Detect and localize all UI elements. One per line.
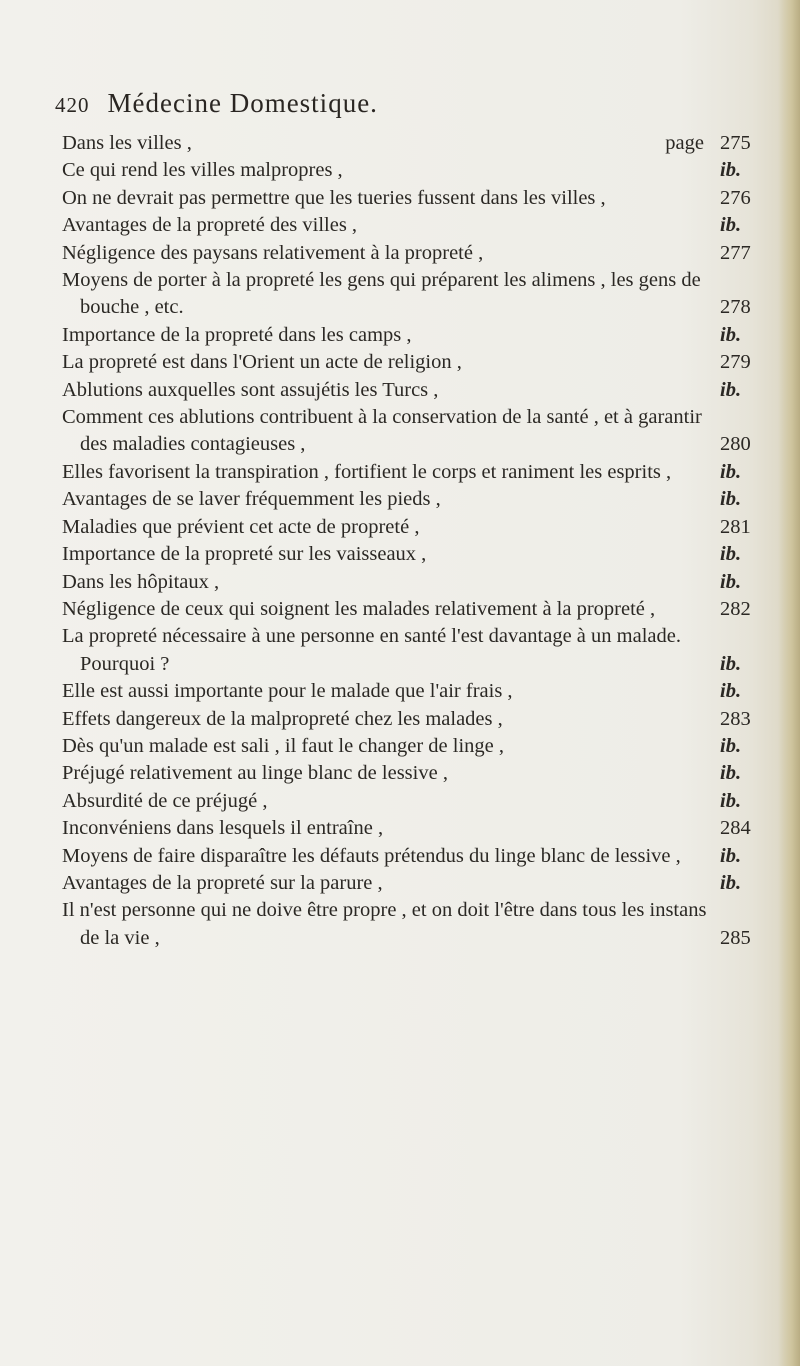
toc-entry <box>62 541 768 568</box>
toc-entry-page: ib. <box>720 680 742 703</box>
toc-entry-text: Comment ces ablutions contribuent à la conservation de la santé , et à garantir des maladies contagieuses , <box>62 406 702 456</box>
toc-entry-page: 275 <box>720 132 751 154</box>
toc-entry <box>62 459 768 486</box>
toc-entry-text: Maladies que prévient cet acte de propreté , <box>62 515 420 538</box>
toc-entry <box>62 843 768 870</box>
toc-entry-page: ib. <box>720 871 742 894</box>
toc-entry-text: Dans les hôpitaux , <box>62 570 220 593</box>
toc-entry-text: Inconvéniens dans lesquels il entraîne , <box>62 817 384 840</box>
toc-entry <box>62 815 768 842</box>
toc-entry-page: 284 <box>720 817 751 840</box>
toc-entry <box>62 240 768 267</box>
toc-entry-page: ib. <box>720 214 742 237</box>
toc-entry <box>62 760 768 787</box>
toc-entry-text: Il n'est personne qui ne doive être propre , et on doit l'être dans tous les instans de la vie , <box>62 899 707 949</box>
toc-entry-text: Avantages de se laver fréquemment les pieds , <box>62 488 441 511</box>
toc-entry <box>62 130 768 157</box>
toc-entry-page: 277 <box>720 241 751 264</box>
toc-entry <box>62 870 768 897</box>
toc-entry-page: ib. <box>720 652 742 675</box>
toc-entry-page: ib. <box>720 323 742 346</box>
toc-entry-text: Ablutions auxquelles sont assujétis les Turcs , <box>62 378 439 401</box>
toc-entry <box>62 623 768 678</box>
toc-entry <box>62 267 768 322</box>
toc-entry <box>62 569 768 596</box>
toc-entry-text: Dans les villes , page <box>62 130 712 157</box>
page-number: 420 <box>55 93 90 117</box>
toc-entry <box>62 157 768 184</box>
toc-entry-text: La propreté est dans l'Orient un acte de religion , <box>62 351 462 374</box>
table-of-contents <box>62 130 768 952</box>
toc-entry-page: ib. <box>720 570 742 593</box>
toc-entry <box>62 212 768 239</box>
toc-entry-text: Avantages de la propreté sur la parure , <box>62 871 383 894</box>
toc-entry-text: Moyens de faire disparaître les défauts prétendus du linge blanc de lessive , <box>62 844 681 867</box>
toc-entry <box>62 596 768 623</box>
toc-entry-text: Préjugé relativement au linge blanc de lessive , <box>62 762 448 785</box>
toc-entry-page: ib. <box>720 378 742 401</box>
toc-entry <box>62 377 768 404</box>
toc-entry-text: Négligence de ceux qui soignent les malades relativement à la propreté , <box>62 597 656 620</box>
toc-entry <box>62 678 768 705</box>
toc-entry-page: ib. <box>720 460 742 483</box>
toc-entry-text: On ne devrait pas permettre que les tueries fussent dans les villes , <box>62 186 606 209</box>
toc-entry-text: Importance de la propreté sur les vaisseaux , <box>62 543 427 566</box>
toc-entry-text: Absurdité de ce préjugé , <box>62 789 268 812</box>
toc-entry-page: ib. <box>720 543 742 566</box>
toc-entry-text: Négligence des paysans relativement à la propreté , <box>62 241 484 264</box>
toc-entry <box>62 349 768 376</box>
toc-entry-text: Elle est aussi importante pour le malade que l'air frais , <box>62 680 513 703</box>
toc-entry-text: Dès qu'un malade est sali , il faut le changer de linge , <box>62 734 505 757</box>
toc-entry <box>62 706 768 733</box>
toc-entry-text: La propreté nécessaire à une personne en santé l'est davantage à un malade. Pourquoi ? <box>62 625 681 675</box>
toc-entry-page: 278 <box>720 296 751 319</box>
toc-entry-text: Moyens de porter à la propreté les gens qui préparent les alimens , les gens de bouche , etc. <box>62 269 701 319</box>
toc-entry-page: 283 <box>720 707 751 730</box>
toc-entry-page: ib. <box>720 762 742 785</box>
running-title: Médecine Domestique. <box>107 88 378 118</box>
toc-entry-page: 279 <box>720 351 751 374</box>
toc-entry-page: 285 <box>720 926 751 949</box>
toc-entry-text: Importance de la propreté dans les camps , <box>62 323 412 346</box>
toc-entry-text: Ce qui rend les villes malpropres , <box>62 159 343 182</box>
page-edge <box>778 0 800 1366</box>
toc-entry <box>62 514 768 541</box>
toc-entry-page: ib. <box>720 488 742 511</box>
toc-entry-page: 276 <box>720 186 751 209</box>
toc-entry-page: ib. <box>720 844 742 867</box>
toc-entry <box>62 897 768 952</box>
toc-entry-text: Elles favorisent la transpiration , fortifient le corps et raniment les esprits , <box>62 460 672 483</box>
toc-entry-page: 282 <box>720 597 751 620</box>
toc-entry-page: ib. <box>720 159 742 182</box>
toc-entry <box>62 486 768 513</box>
toc-entry <box>62 322 768 349</box>
toc-entry <box>62 185 768 212</box>
page-label: page <box>665 132 704 154</box>
toc-entry-text: Effets dangereux de la malpropreté chez les malades , <box>62 707 503 730</box>
toc-entry-page: ib. <box>720 734 742 757</box>
toc-entry-page: 281 <box>720 515 751 538</box>
toc-entry <box>62 404 768 459</box>
toc-entry-page: 280 <box>720 433 751 456</box>
toc-entry <box>62 788 768 815</box>
running-header <box>55 88 655 128</box>
toc-entry-page: ib. <box>720 789 742 812</box>
toc-entry <box>62 733 768 760</box>
toc-entry-text: Avantages de la propreté des villes , <box>62 214 358 237</box>
